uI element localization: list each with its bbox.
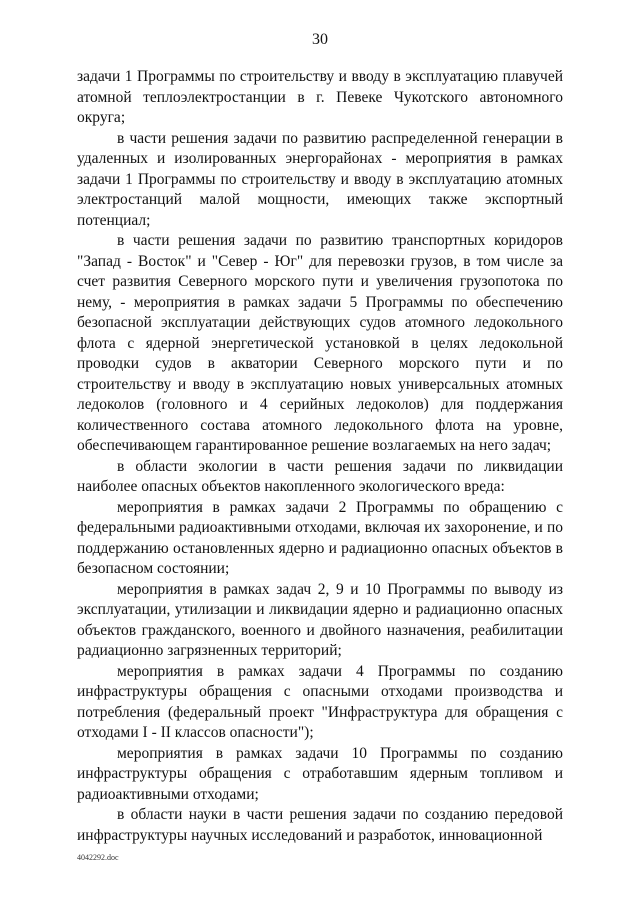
paragraph: в части решения задачи по развитию распределенной генерации в удаленных и изолированных энергорайонах - мероприятия в рамках задачи 1 Программы по строительству и вводу в эксплуатацию атомных электростанций малой мощности, имеющих также экспортный потенциал; — [77, 129, 563, 229]
paragraph: в области науки в части решения задачи по созданию передовой инфраструктуры научных исследований и разработок, инновационной — [77, 806, 563, 844]
paragraph: задачи 1 Программы по строительству и вводу в эксплуатацию плавучей атомной теплоэлектростанции в г. Певеке Чукотского автономного округа; — [77, 68, 563, 126]
page-number: 30 — [312, 31, 328, 48]
paragraph: в области экологии в части решения задачи по ликвидации наиболее опасных объектов накопленного экологического вреда: — [77, 457, 563, 495]
document-body — [77, 67, 563, 846]
paragraph: мероприятия в рамках задачи 4 Программы по созданию инфраструктуры обращения с опасными отходами производства и потребления (федеральный проект "Инфраструктура для обращения с отходами I - II классов опасности"); — [77, 662, 563, 741]
paragraph: в части решения задачи по развитию транспортных коридоров "Запад - Восток" и "Север - Юг" для перевозки грузов, в том числе за счет развития Северного морского пути и увеличения грузопотока по нему, - мероприятия в рамках задачи 5 Программы по обеспечению безопасной эксплуатации действующих судов атомного ледокольного флота с ядерной энергетической установкой в целях ледокольной проводки судов в акватории Северного морского пути и по строительству и вводу в эксплуатацию новых универсальных атомных ледоколов (головного и 4 серийных ледоколов) для поддержания количественного состава атомного ледокольного флота на уровне, обеспечивающем гарантированное решение возлагаемых на него задач; — [77, 232, 563, 454]
paragraph: мероприятия в рамках задач 2, 9 и 10 Программы по выводу из эксплуатации, утилизации и ликвидации ядерно и радиационно опасных объектов гражданского, военного и двойного назначения, реабилитации радиационно загрязненных территорий; — [77, 580, 563, 659]
paragraph: мероприятия в рамках задачи 10 Программы по созданию инфраструктуры обращения с отработавшим ядерным топливом и радиоактивными отходами; — [77, 744, 563, 803]
paragraph: мероприятия в рамках задачи 2 Программы по обращению с федеральными радиоактивными отходами, включая их захоронение, и по поддержанию остановленных ядерно и радиационно опасных объектов в безопасном состоянии; — [77, 498, 563, 577]
file-reference: 4042292.doc — [77, 853, 119, 862]
